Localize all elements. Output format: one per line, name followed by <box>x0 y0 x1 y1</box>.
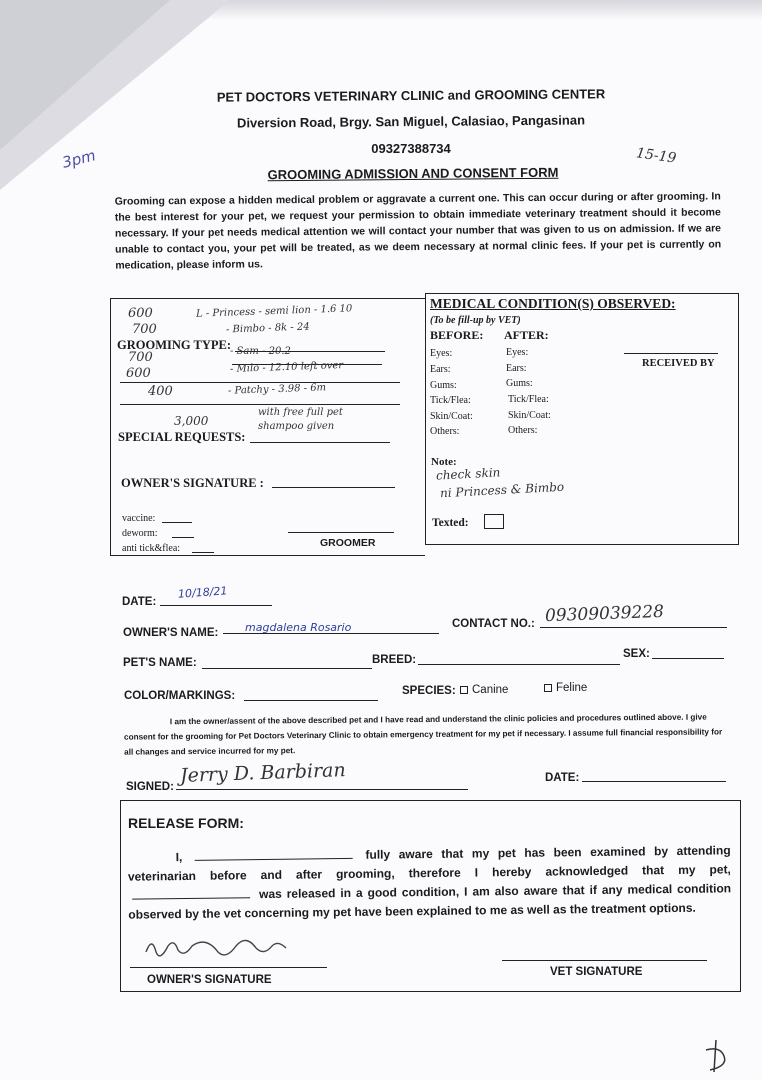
color-line <box>244 700 378 701</box>
signed-date-label: DATE: <box>545 772 580 784</box>
release-name-blank[interactable] <box>195 858 353 861</box>
canine-option[interactable] <box>460 684 508 696</box>
clinic-address: Diversion Road, Brgy. San Miguel, Calasiao, Pangasinan <box>236 112 586 131</box>
after-tickflea: Tick/Flea: <box>508 394 549 405</box>
sex-line <box>652 658 724 659</box>
after-ears: Ears: <box>506 363 527 374</box>
signed-date-line <box>582 781 726 782</box>
date-label: DATE: <box>122 596 157 608</box>
release-i: I, <box>175 850 183 865</box>
release-title: RELEASE FORM: <box>128 815 244 831</box>
before-eyes: Eyes: <box>430 348 453 359</box>
entry-3: - Sam - 20.2 <box>230 346 291 357</box>
intro-paragraph: Grooming can expose a hidden medical problem or aggravate a current one. This can occur during or after grooming. In the best interest for your pet, we request your permission to obtain immediate veterinary treatment should it become necessary. If your pet needs medical attention we will contact your number that was given to us on admission. If we are unable to contact you, your pet will be treated, as we deem necessary at normal clinic fees. If your pet is currently on medication, please inform us. <box>114 190 722 272</box>
signed-label: SIGNED: <box>126 781 174 793</box>
date-line <box>160 605 272 606</box>
price-5: 400 <box>148 384 173 399</box>
owner-sig-line <box>130 967 327 968</box>
handwritten-time: 3pm <box>60 146 98 172</box>
texted-checkbox[interactable] <box>484 514 504 529</box>
species-label: SPECIES: <box>402 685 456 697</box>
special-request-text: with free full pet shampoo given <box>258 407 343 432</box>
contact-value: 09309039228 <box>544 601 665 627</box>
before-skincoat: Skin/Coat: <box>430 411 473 422</box>
before-others: Others: <box>430 426 460 437</box>
clinic-phone: 09327388734 <box>371 141 451 156</box>
received-by-label: RECEIVED BY <box>642 358 715 369</box>
feline-text: Feline <box>556 682 588 694</box>
vaccine-label: vaccine: <box>122 513 156 524</box>
owner-name-label: OWNER'S NAME: <box>123 627 219 639</box>
grooming-type-label: GROOMING TYPE: <box>117 338 232 352</box>
note-line-1: check skin <box>435 465 501 483</box>
grooming-total: 3,000 <box>174 414 209 428</box>
before-label: BEFORE: <box>430 328 484 342</box>
entry-1: L - Princess - semi lion - 1.6 10 <box>195 303 353 320</box>
owner-sig-label: OWNER'S SIGNATURE <box>147 974 272 986</box>
signed-value: Jerry D. Barbiran <box>179 759 347 787</box>
pet-name-line <box>202 668 372 669</box>
received-by-line <box>624 353 718 354</box>
consent-text: I am the owner/assent of the above described pet and I have read and understand the clinic policies and procedures outlined above. I give consent for the grooming for Pet Doctors Veterinary Clinic to obtain emergency treatment for my pet if necessary. I assume full financial responsibility for all changes and service incurred for my pet. <box>123 712 723 757</box>
price-3: 700 <box>128 350 153 365</box>
before-gums: Gums: <box>430 380 457 391</box>
owner-signature-scribble <box>140 932 310 964</box>
after-label: AFTER: <box>504 328 549 342</box>
vet-sig-line <box>502 960 707 961</box>
pet-name-label: PET'S NAME: <box>123 657 197 669</box>
note-line-2: ni Princess & Bimbo <box>439 479 565 501</box>
release-text-c: was released in a good condition, I am also aware that if any medical condition observed by the vet concerning my pet have been explained to me as well as the treatment options. <box>128 881 732 922</box>
form-title: GROOMING ADMISSION AND CONSENT FORM <box>267 164 559 183</box>
groomer-line <box>288 532 394 533</box>
release-text-b: fully aware that my pet has been examined by attending veterinarian before and after grooming, therefore I hereby acknowledged that my pet, <box>127 843 731 884</box>
breed-line <box>418 664 620 665</box>
color-label: COLOR/MARKINGS: <box>124 690 236 702</box>
deworm-label: deworm: <box>122 528 158 539</box>
special-requests-label: SPECIAL REQUESTS: <box>118 430 246 444</box>
before-ears: Ears: <box>430 364 451 375</box>
corner-initial-mark <box>696 1036 736 1076</box>
after-gums: Gums: <box>506 378 533 389</box>
price-2: 700 <box>132 322 157 337</box>
before-tickflea: Tick/Flea: <box>430 395 471 406</box>
grooming-line-3 <box>120 382 400 383</box>
release-text <box>128 841 732 924</box>
medical-title: MEDICAL CONDITION(S) OBSERVED: <box>430 296 676 311</box>
contact-label: CONTACT NO.: <box>452 618 535 630</box>
release-pet-blank[interactable] <box>132 897 250 899</box>
grooming-line-4 <box>120 404 400 405</box>
feline-option[interactable] <box>544 682 587 694</box>
price-1: 600 <box>128 306 153 321</box>
groomer-label: GROOMER <box>320 537 376 549</box>
medical-subtitle: (To be fill-up by VET) <box>430 315 521 326</box>
price-4: 600 <box>126 366 151 381</box>
canine-text: Canine <box>472 684 509 696</box>
owner-name-value: magdalena Rosario <box>245 621 352 634</box>
texted-label: Texted: <box>432 517 469 529</box>
feline-checkbox[interactable] <box>544 684 552 692</box>
after-others: Others: <box>508 425 538 436</box>
special-requests-line <box>250 442 390 443</box>
date-value: 10/18/21 <box>177 584 228 601</box>
entry-4: - Milo - 12.10 left over <box>229 360 344 375</box>
sex-label: SEX: <box>623 648 650 660</box>
scan-edge <box>200 0 762 20</box>
signed-line <box>176 789 468 790</box>
contact-line <box>540 627 727 628</box>
antitick-line <box>192 552 214 553</box>
clinic-name: PET DOCTORS VETERINARY CLINIC and GROOMING CENTER <box>216 86 606 105</box>
note-label: Note: <box>431 456 457 468</box>
vet-sig-label: VET SIGNATURE <box>550 966 643 978</box>
entry-2: - Bimbo - 8k - 24 <box>225 321 310 336</box>
owner-signature-line <box>272 487 395 488</box>
canine-checkbox[interactable] <box>460 686 468 694</box>
owner-signature-label: OWNER'S SIGNATURE : <box>121 476 264 490</box>
handwritten-number: 15-19 <box>635 145 678 167</box>
antitick-label: anti tick&flea: <box>122 543 181 554</box>
entry-5: - Patchy - 3.98 - 6m <box>227 382 327 397</box>
breed-label: BREED: <box>372 654 417 666</box>
after-eyes: Eyes: <box>506 347 529 358</box>
after-skincoat: Skin/Coat: <box>508 410 551 421</box>
deworm-line <box>172 537 194 538</box>
vaccine-line <box>162 522 192 523</box>
